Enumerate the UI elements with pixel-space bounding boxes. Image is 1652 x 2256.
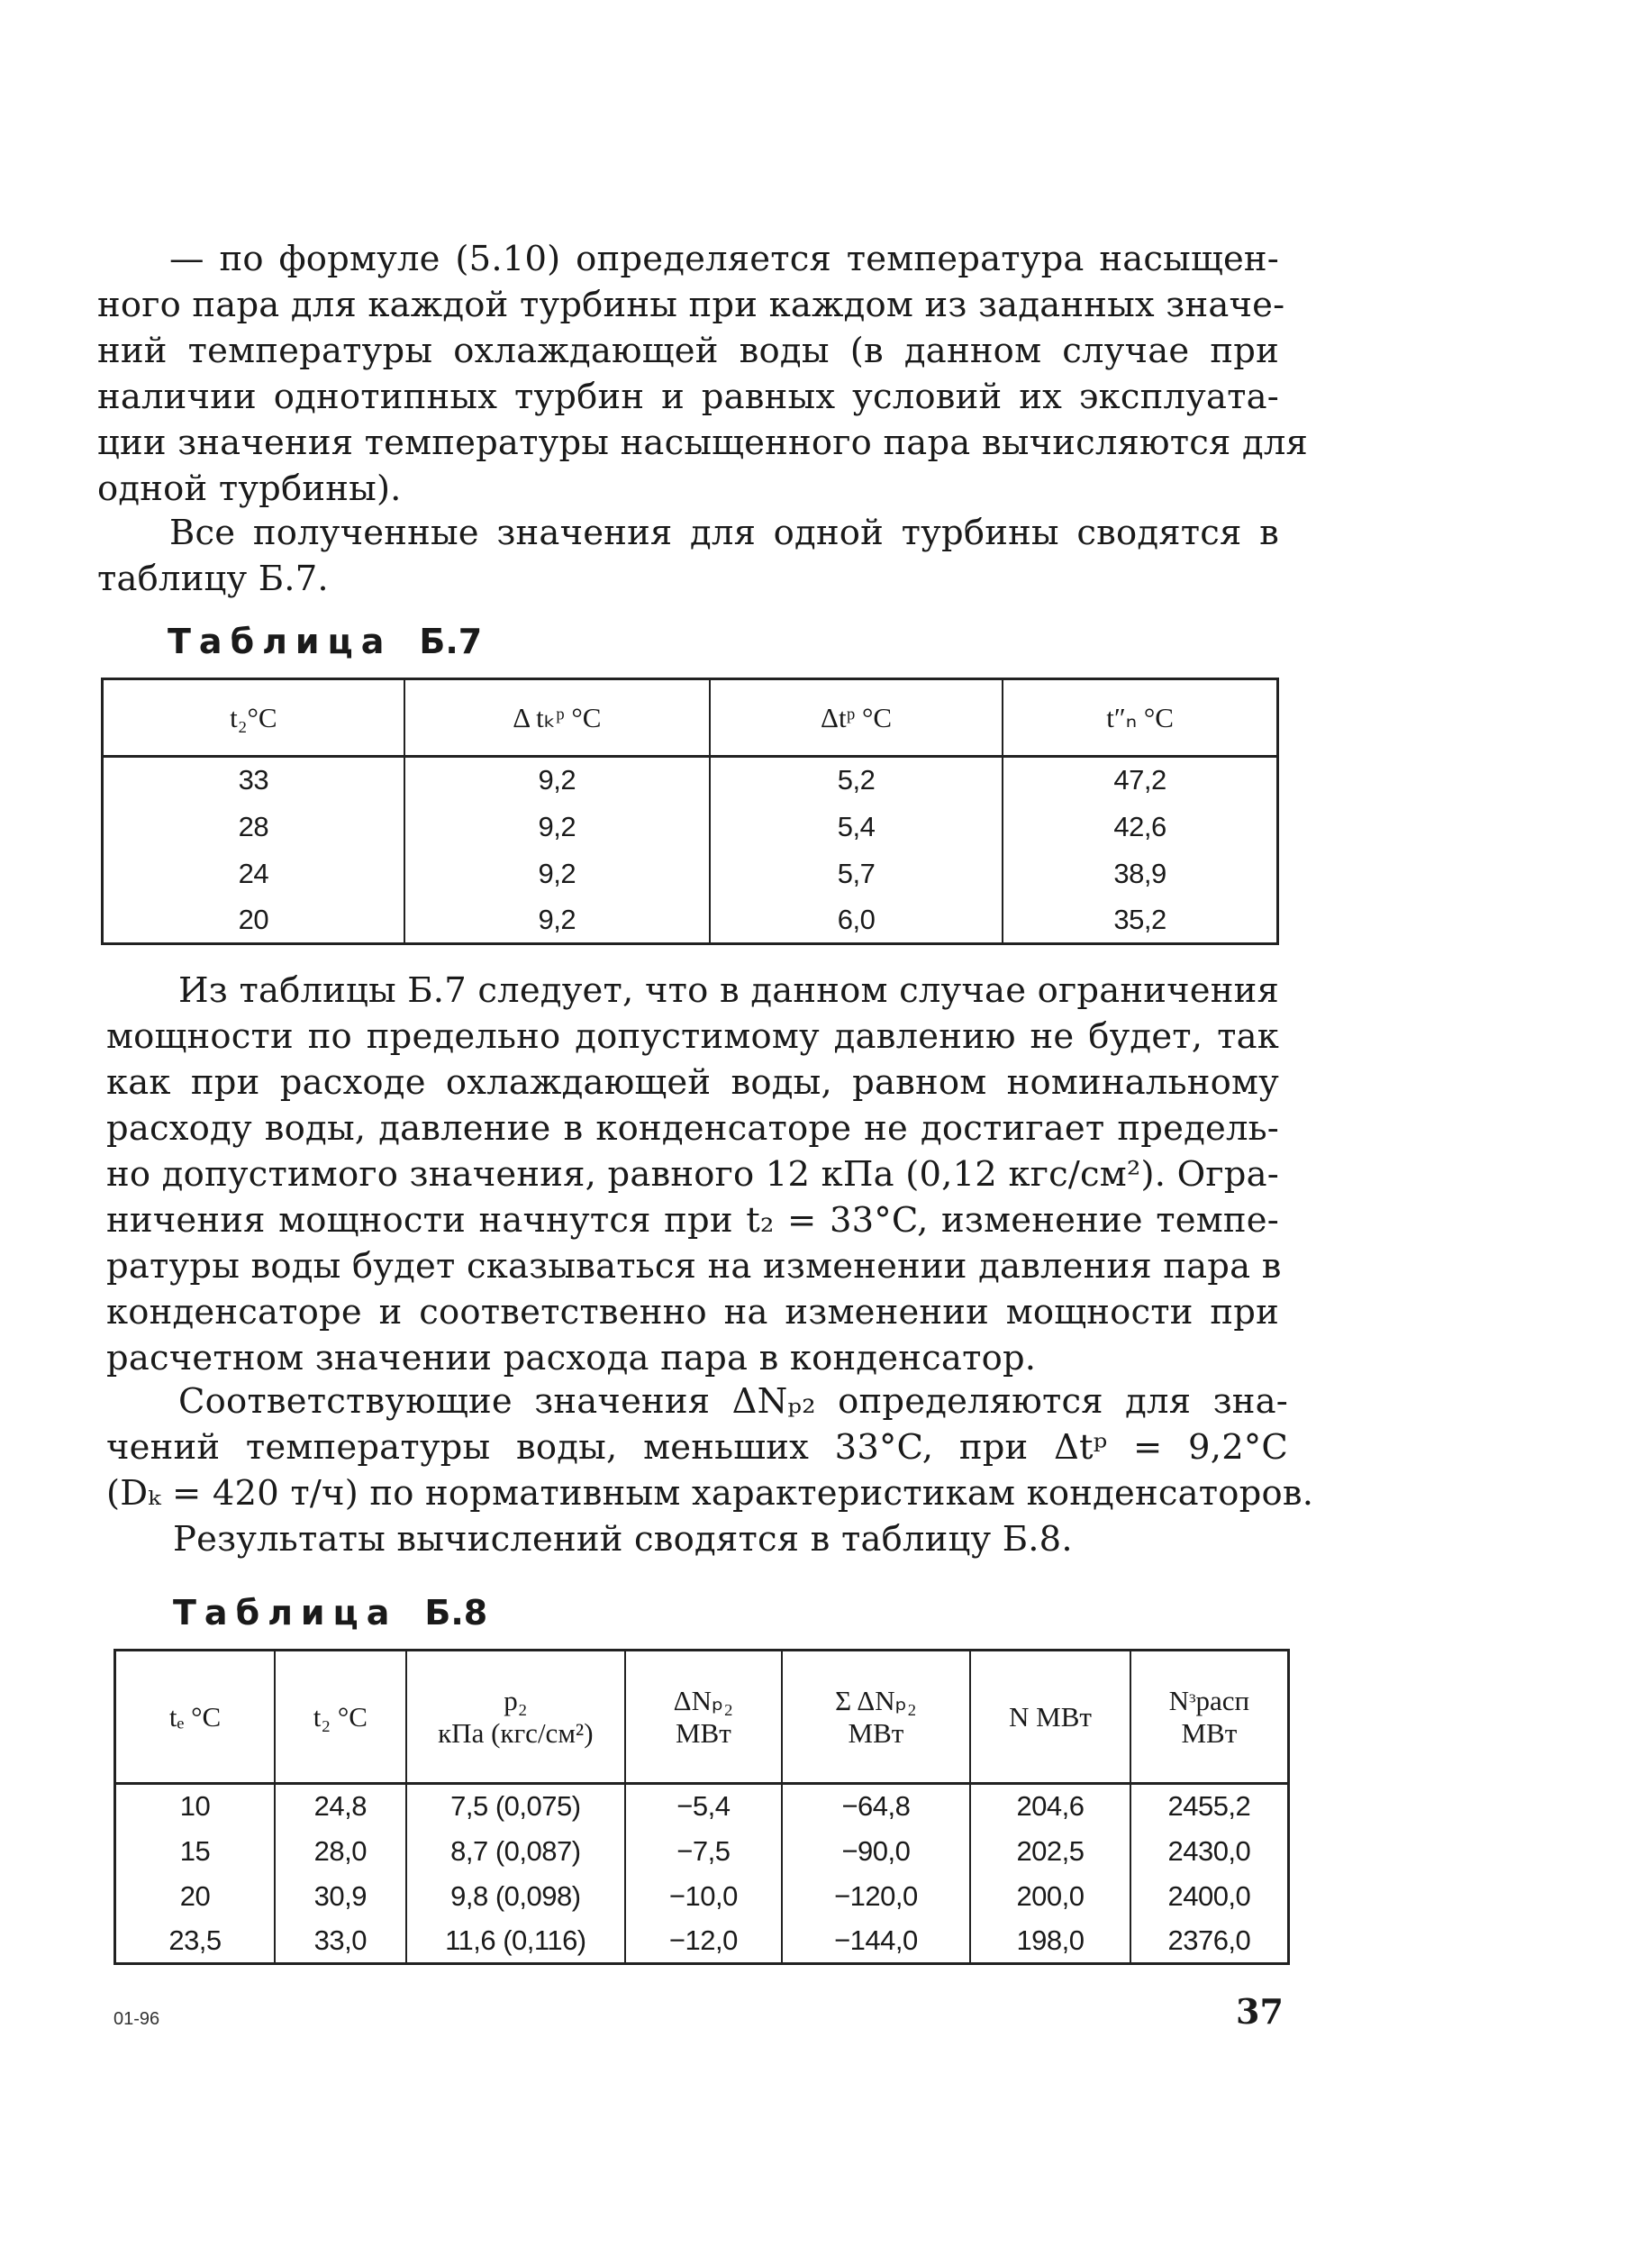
table-cell: 42,6 — [1003, 804, 1277, 851]
table-cell: 202,5 — [970, 1829, 1130, 1874]
page-number: 37 — [1236, 1991, 1284, 2032]
text-line: ратуры воды будет сказываться на изменении давления пара в — [106, 1246, 1282, 1287]
table8-caption-word: Таблица — [173, 1593, 398, 1633]
header-label: p₂ — [504, 1684, 528, 1716]
table-cell: 5,4 — [710, 804, 1003, 851]
table-cell: 7,5 (0,075) — [406, 1784, 625, 1829]
table7-caption-number: Б.7 — [419, 622, 483, 661]
table-cell: 28,0 — [275, 1829, 406, 1874]
table-row — [103, 757, 1278, 804]
table-cell: −7,5 — [625, 1829, 782, 1874]
table-row — [103, 851, 1278, 897]
text-line: ничения мощности начнутся при t₂ = 33°C, изменение темпе- — [106, 1200, 1279, 1241]
table-cell: 9,8 (0,098) — [406, 1874, 625, 1919]
text-line: расчетном значении расхода пара в конденсатор. — [106, 1338, 1037, 1378]
header-unit: МВт — [1181, 1716, 1238, 1749]
table8-caption — [173, 1593, 487, 1633]
table-cell: 9,2 — [404, 757, 710, 804]
table-cell: 2400,0 — [1130, 1874, 1289, 1919]
table8-header-cell — [1130, 1651, 1289, 1784]
table-cell: 47,2 — [1003, 757, 1277, 804]
text-line: ного пара для каждой турбины при каждом из заданных значе- — [97, 285, 1285, 325]
text-line: одной турбины). — [97, 468, 402, 509]
table-cell: 2376,0 — [1130, 1919, 1289, 1964]
table-cell: 38,9 — [1003, 851, 1277, 897]
table8-header-cell — [625, 1651, 782, 1784]
table-cell: 20 — [115, 1874, 276, 1919]
text-line: расходу воды, давление в конденсаторе не достигает предель- — [106, 1108, 1279, 1149]
table7-header-cell: Δtᵖ °C — [710, 679, 1003, 757]
table-cell: 11,6 (0,116) — [406, 1919, 625, 1964]
paragraph-analysis — [106, 968, 1282, 1381]
text-line: но допустимого значения, равного 12 кПа (0,12 кгс/см²). Огра- — [106, 1154, 1279, 1195]
table-cell: 2430,0 — [1130, 1829, 1289, 1874]
table-cell: 15 — [115, 1829, 276, 1874]
text-line: Все полученные значения для одной турбины сводятся в — [169, 513, 1279, 553]
table7-header-cell: t₂°C — [103, 679, 404, 757]
table-cell: 9,2 — [404, 897, 710, 944]
table7-header-cell: Δ tₖᵖ °C — [404, 679, 710, 757]
table-row — [115, 1829, 1289, 1874]
table-cell: −144,0 — [782, 1919, 971, 1964]
table8-header-cell — [115, 1651, 276, 1784]
table-cell: 2455,2 — [1130, 1784, 1289, 1829]
text-line: как при расходе охлаждающей воды, равном номинальному — [106, 1062, 1279, 1103]
header-unit: МВт — [675, 1716, 731, 1749]
table-row — [115, 1919, 1289, 1964]
table-cell: −90,0 — [782, 1829, 971, 1874]
table-cell: 33 — [103, 757, 404, 804]
table8-caption-number: Б.8 — [424, 1593, 488, 1633]
text-line: Результаты вычислений сводятся в таблицу Б.8. — [173, 1519, 1073, 1560]
table7 — [101, 678, 1279, 945]
table-cell: 198,0 — [970, 1919, 1130, 1964]
table-cell: 28 — [103, 804, 404, 851]
table-cell: 24,8 — [275, 1784, 406, 1829]
text-line: таблицу Б.7. — [97, 559, 329, 599]
header-unit: кПа (кгс/см²) — [438, 1716, 594, 1749]
table-cell: −10,0 — [625, 1874, 782, 1919]
table-cell: 24 — [103, 851, 404, 897]
table8-header-cell — [970, 1651, 1130, 1784]
table-cell: 30,9 — [275, 1874, 406, 1919]
header-label: t₂ °C — [313, 1700, 368, 1733]
table-row — [115, 1874, 1289, 1919]
text-line: чений температуры воды, меньших 33°C, при Δtᵖ = 9,2°C — [106, 1427, 1288, 1468]
table-cell: 5,2 — [710, 757, 1003, 804]
table-cell: −12,0 — [625, 1919, 782, 1964]
text-line: (Dₖ = 420 т/ч) по нормативным характеристикам конденсаторов. — [106, 1473, 1314, 1514]
header-label: Nᵌрасп — [1168, 1684, 1250, 1716]
table-cell: 33,0 — [275, 1919, 406, 1964]
table-cell: 35,2 — [1003, 897, 1277, 944]
table-cell: −120,0 — [782, 1874, 971, 1919]
table-cell: 6,0 — [710, 897, 1003, 944]
table-cell: 20 — [103, 897, 404, 944]
table-row — [103, 897, 1278, 944]
text-line: Из таблицы Б.7 следует, что в данном случае ограничения — [178, 970, 1279, 1011]
paragraph-results — [106, 1378, 1314, 1562]
table-cell: 23,5 — [115, 1919, 276, 1964]
table-cell: 204,6 — [970, 1784, 1130, 1829]
table8-header-cell — [275, 1651, 406, 1784]
header-unit: МВт — [848, 1716, 904, 1749]
table-cell: 10 — [115, 1784, 276, 1829]
header-label: tₑ °C — [168, 1700, 222, 1733]
text-line: — по формуле (5.10) определяется температура насыщен- — [169, 239, 1279, 279]
table7-header-cell: t″ₙ °C — [1003, 679, 1277, 757]
table-row — [103, 804, 1278, 851]
table-cell: 5,7 — [710, 851, 1003, 897]
print-code: 01-96 — [113, 2009, 160, 2029]
table8 — [113, 1649, 1290, 1965]
header-label: N МВт — [1009, 1700, 1092, 1733]
table-cell: 9,2 — [404, 804, 710, 851]
table-row — [115, 1784, 1289, 1829]
header-label: ΔNₚ₂ — [673, 1684, 734, 1716]
table-cell: 8,7 (0,087) — [406, 1829, 625, 1874]
table7-caption — [168, 622, 482, 661]
table-cell: −5,4 — [625, 1784, 782, 1829]
text-line: наличии однотипных турбин и равных условий их эксплуата- — [97, 377, 1279, 417]
text-line: ний температуры охлаждающей воды (в данном случае при — [97, 331, 1279, 371]
header-label: Σ ΔNₚ₂ — [835, 1684, 917, 1716]
text-line: Соответствующие значения ΔNₚ₂ определяются для зна- — [178, 1381, 1288, 1422]
table8-header-cell — [782, 1651, 971, 1784]
table-cell: −64,8 — [782, 1784, 971, 1829]
table7-caption-word: Таблица — [168, 622, 393, 661]
text-line: мощности по предельно допустимому давлению не будет, так — [106, 1016, 1279, 1057]
text-line: конденсаторе и соответственно на изменении мощности при — [106, 1292, 1279, 1333]
paragraph-summary — [97, 510, 1279, 602]
table-cell: 200,0 — [970, 1874, 1130, 1919]
paragraph-formula — [97, 236, 1308, 512]
text-line: ции значения температуры насыщенного пара вычисляются для — [97, 423, 1308, 463]
table8-header-cell — [406, 1651, 625, 1784]
table-cell: 9,2 — [404, 851, 710, 897]
